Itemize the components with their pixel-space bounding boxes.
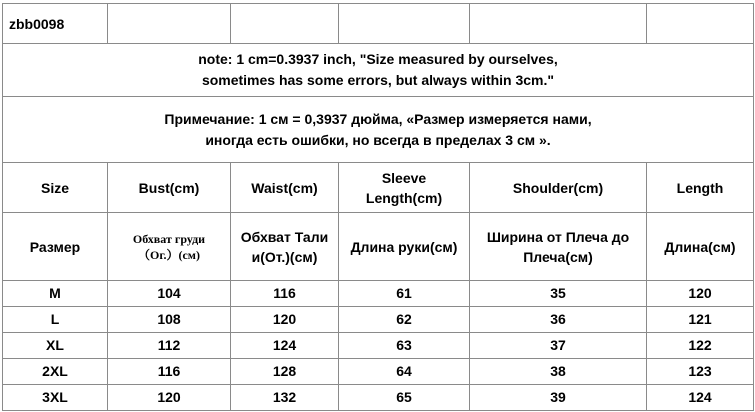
cell-shoulder: 37 [470, 333, 647, 359]
table-row [3, 333, 754, 359]
header-size-ru: Размер [3, 213, 108, 281]
header-en-row [3, 163, 754, 213]
cell-waist: 124 [231, 333, 339, 359]
header-sleeve-length: Sleeve Length(cm) [339, 163, 470, 213]
cell-size: 2XL [3, 359, 108, 385]
header-shoulder: Shoulder(cm) [470, 163, 647, 213]
cell-size: 3XL [3, 385, 108, 411]
header-size: Size [3, 163, 108, 213]
header-waist-ru: Обхват Тали и(От.)(см) [231, 213, 339, 281]
note-en-row [3, 44, 754, 97]
table-row [3, 307, 754, 333]
cell-shoulder: 39 [470, 385, 647, 411]
cell-sleeve: 61 [339, 281, 470, 307]
cell-size: L [3, 307, 108, 333]
header-waist: Waist(cm) [231, 163, 339, 213]
header-ru-row [3, 213, 754, 281]
note-ru-line: иногда есть ошибки, но всегда в пределах 3 см ». [205, 131, 551, 148]
cell-length: 122 [647, 333, 754, 359]
header-bust-ru: Обхват груди（Ог.）(см) [108, 213, 231, 281]
cell-bust: 120 [108, 385, 231, 411]
cell-sleeve: 62 [339, 307, 470, 333]
size-chart-table [2, 3, 754, 411]
cell-length: 121 [647, 307, 754, 333]
cell-shoulder: 35 [470, 281, 647, 307]
cell-bust: 104 [108, 281, 231, 307]
product-code: zbb0098 [3, 4, 108, 44]
note-ru-row [3, 97, 754, 163]
note-en-line: note: 1 cm=0.3937 inch, "Size measured by ourselves, [198, 51, 558, 67]
cell-bust: 108 [108, 307, 231, 333]
note-en-line: sometimes has some errors, but always within 3cm." [201, 72, 555, 88]
empty-cell [108, 4, 231, 44]
cell-waist: 116 [231, 281, 339, 307]
header-bust: Bust(cm) [108, 163, 231, 213]
table-row [3, 281, 754, 307]
cell-sleeve: 65 [339, 385, 470, 411]
cell-bust: 116 [108, 359, 231, 385]
cell-sleeve: 64 [339, 359, 470, 385]
empty-cell [647, 4, 754, 44]
cell-size: XL [3, 333, 108, 359]
header-length-ru: Длина(см) [647, 213, 754, 281]
cell-waist: 132 [231, 385, 339, 411]
cell-length: 120 [647, 281, 754, 307]
cell-shoulder: 36 [470, 307, 647, 333]
header-shoulder-ru: Ширина от Плеча до Плеча(см) [470, 213, 647, 281]
cell-sleeve: 63 [339, 333, 470, 359]
header-length: Length [647, 163, 754, 213]
table-row [3, 359, 754, 385]
cell-size: M [3, 281, 108, 307]
empty-cell [231, 4, 339, 44]
cell-length: 124 [647, 385, 754, 411]
note-russian [3, 97, 754, 163]
note-english [3, 44, 754, 97]
empty-cell [339, 4, 470, 44]
cell-shoulder: 38 [470, 359, 647, 385]
cell-bust: 112 [108, 333, 231, 359]
cell-waist: 120 [231, 307, 339, 333]
header-sleeve-length-ru: Длина руки(см) [339, 213, 470, 281]
note-ru-line: Примечание: 1 см = 0,3937 дюйма, «Размер измеряется нами, [164, 110, 592, 127]
code-row [3, 4, 754, 44]
cell-length: 123 [647, 359, 754, 385]
cell-waist: 128 [231, 359, 339, 385]
empty-cell [470, 4, 647, 44]
table-row [3, 385, 754, 411]
